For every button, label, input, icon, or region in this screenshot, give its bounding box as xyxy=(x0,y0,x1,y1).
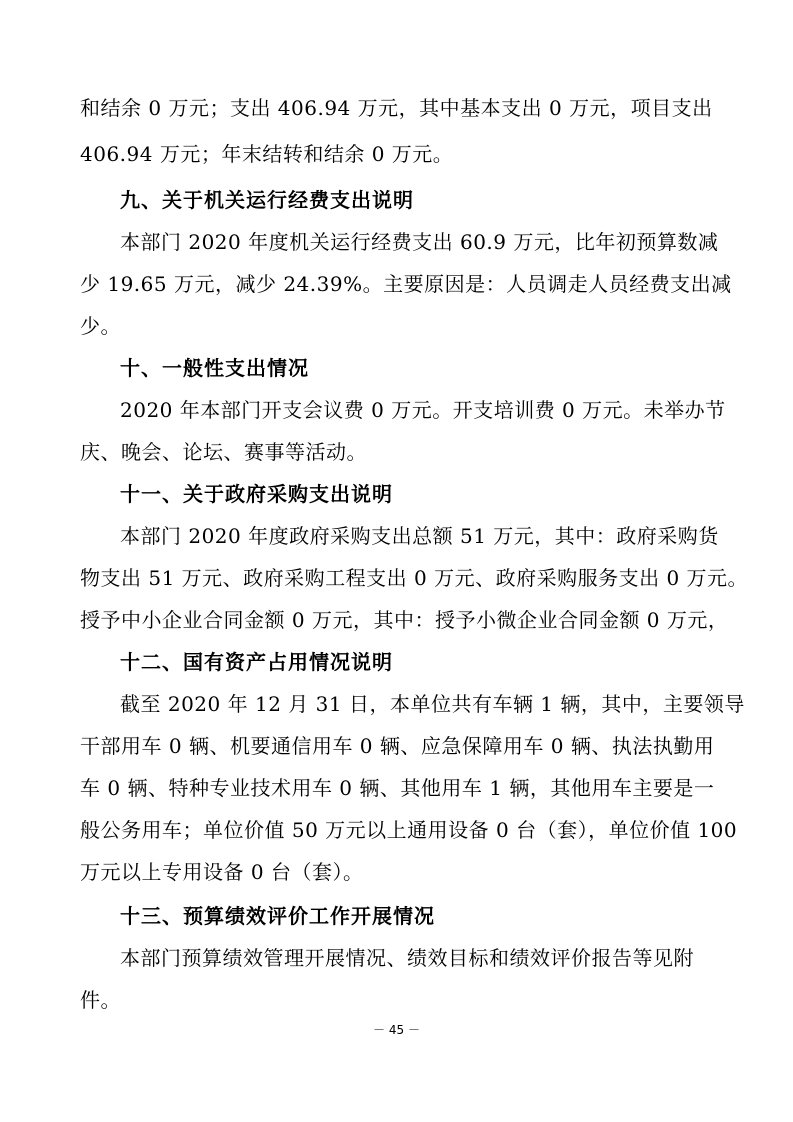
paragraph-line: 干部用车 0 辆、机要通信用车 0 辆、应急保障用车 0 辆、执法执勤用 xyxy=(80,734,715,758)
page-number: － 45 － xyxy=(373,1023,420,1037)
paragraph-line: 本部门 2020 年度政府采购支出总额 51 万元，其中：政府采购货 xyxy=(120,524,719,548)
paragraph-line: 2020 年本部门开支会议费 0 万元。开支培训费 0 万元。未举办节 xyxy=(120,398,726,422)
paragraph-line: 少。 xyxy=(80,314,121,338)
paragraph-line: 万元以上专用设备 0 台（套）。 xyxy=(80,860,364,884)
paragraph-line: 般公务用车；单位价值 50 万元以上通用设备 0 台（套），单位价值 100 xyxy=(80,818,738,842)
paragraph-line: 庆、晚会、论坛、赛事等活动。 xyxy=(80,440,367,464)
paragraph-line: 车 0 辆、特种专业技术用车 0 辆、其他用车 1 辆，其他用车主要是一 xyxy=(80,776,715,800)
paragraph-line: 授予中小企业合同金额 0 万元，其中：授予小微企业合同金额 0 万元， xyxy=(80,608,729,632)
paragraph-line: 406.94 万元；年末结转和结余 0 万元。 xyxy=(80,142,454,166)
paragraph-line: 截至 2020 年 12 月 31 日，本单位共有车辆 1 辆，其中，主要领导 xyxy=(120,692,745,716)
paragraph-line: 件。 xyxy=(80,988,121,1012)
paragraph-line: 本部门预算绩效管理开展情况、绩效目标和绩效评价报告等见附 xyxy=(120,946,694,970)
paragraph-line: 物支出 51 万元、政府采购工程支出 0 万元、政府采购服务支出 0 万元。 xyxy=(80,566,749,590)
section-heading-11: 十一、关于政府采购支出说明 xyxy=(120,482,393,506)
section-heading-10: 十、一般性支出情况 xyxy=(120,356,309,380)
paragraph-line: 少 19.65 万元，减少 24.39%。主要原因是：人员调走人员经费支出减 xyxy=(80,272,732,296)
section-heading-9: 九、关于机关运行经费支出说明 xyxy=(120,188,414,212)
paragraph-line: 本部门 2020 年度机关运行经费支出 60.9 万元，比年初预算数减 xyxy=(120,230,719,254)
paragraph-line: 和结余 0 万元；支出 406.94 万元，其中基本支出 0 万元，项目支出 xyxy=(80,96,713,120)
section-heading-13: 十三、预算绩效评价工作开展情况 xyxy=(120,904,435,928)
section-heading-12: 十二、国有资产占用情况说明 xyxy=(120,650,393,674)
